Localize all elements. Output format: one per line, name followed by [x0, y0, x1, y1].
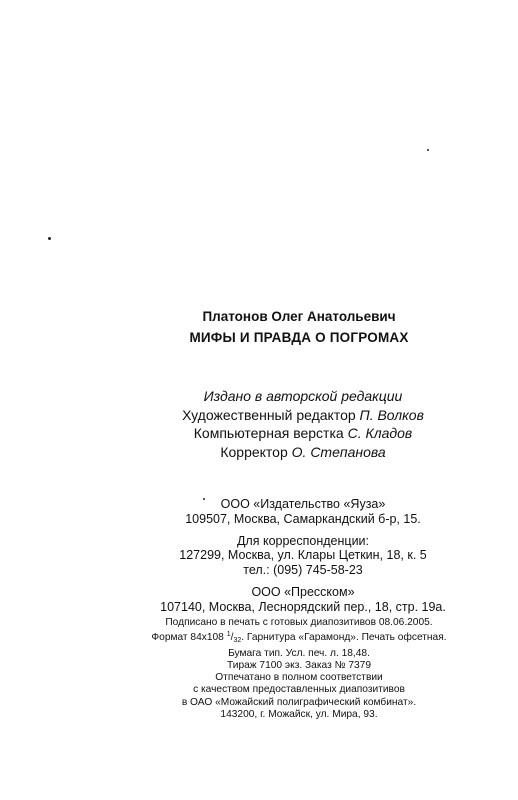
- printing-line: Отпечатано в полном соответствии: [215, 672, 383, 683]
- credits-block: [44, 387, 518, 461]
- author-name: Платонов Олег Анатольевич: [202, 309, 396, 324]
- printing-line: с качеством предоставленных диапозитивов: [193, 684, 405, 696]
- imprint-run: Тираж 7100 экз. Заказ № 7379: [226, 660, 371, 672]
- title-text: МИФЫ И ПРАВДА О ПОГРОМАХ: [189, 330, 409, 345]
- scan-speck: [48, 237, 51, 240]
- imprint-paper: Бумага тип. Усл. печ. л. 18,48.: [228, 647, 370, 659]
- printing-address: 143200, г. Можайск, ул. Мира, 93.: [220, 709, 378, 721]
- printing-block: [40, 672, 518, 722]
- publisher-phone: тел.: (095) 745-58-23: [243, 563, 363, 578]
- imprint-format: Формат 84x108 $^1/_{32}$. Гарнитура «Гарамонд». Печать офсетная.: [151, 631, 447, 645]
- publisher-address: 109507, Москва, Самаркандский б-р, 15.: [185, 511, 421, 526]
- distributor-name: ООО «Пресском»: [251, 584, 355, 599]
- credit-proofreader: Корректор О. Степанова: [220, 443, 386, 460]
- distributor-address: 107140, Москва, Леснорядский пер., 18, стр. 19а.: [160, 599, 446, 614]
- imprint-block: [40, 617, 518, 673]
- credit-layout: Компьютерная верстка С. Кладов: [193, 425, 413, 441]
- book-author: [40, 308, 518, 326]
- publisher-block: [44, 497, 518, 615]
- scan-speck: [427, 149, 429, 151]
- correspondence-heading: Для корреспонденции:: [236, 533, 370, 548]
- edition-note: Издано в авторской редакции: [203, 388, 403, 404]
- publisher-name: ООО «Издательство «Яуза»: [220, 497, 386, 511]
- correspondence-address: 127299, Москва, ул. Клары Цеткин, 18, к. 5: [179, 548, 427, 563]
- book-title: [40, 329, 518, 347]
- imprint-signed: Подписано в печать с готовых диапозитивов 08.06.2005.: [165, 617, 433, 628]
- credit-art-editor: Художественный редактор П. Волков: [182, 406, 424, 423]
- printing-line: в ОАО «Можайский полиграфический комбинат».: [181, 696, 417, 708]
